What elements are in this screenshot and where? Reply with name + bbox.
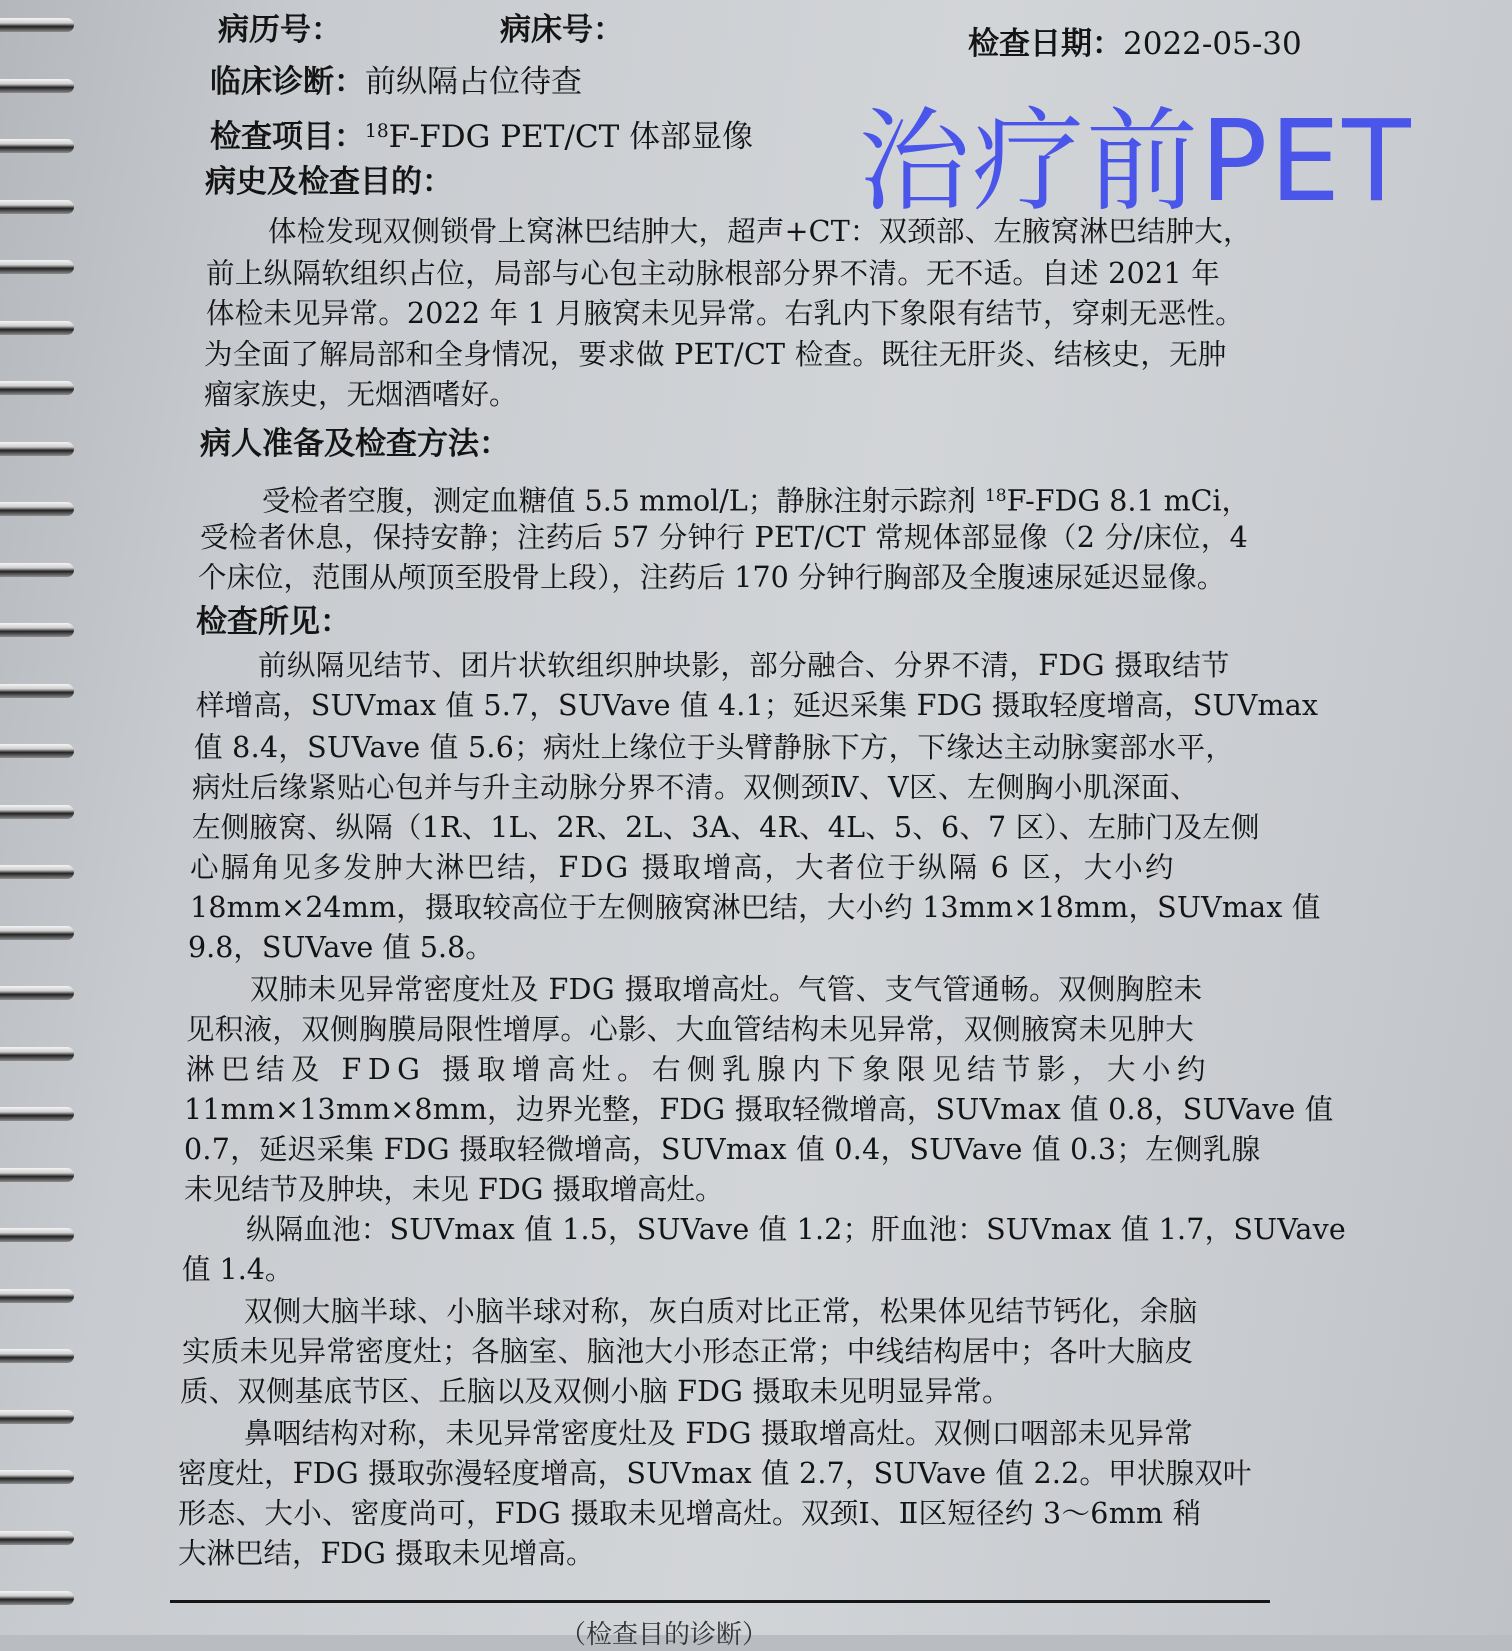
binding-ring [0,926,74,940]
findings-line: 值 1.4。 [182,1253,294,1286]
findings-line: 鼻咽结构对称，未见异常密度灶及 FDG 摄取增高灶。双侧口咽部未见异常 [244,1417,1194,1450]
prep-line: 受检者休息，保持安静；注药后 57 分钟行 PET/CT 常规体部显像（2 分/床位，4 [200,521,1249,554]
exam-item [210,114,753,156]
history-line: 为全面了解局部和全身情况，要求做 PET/CT 检查。既往无肝炎、结核史，无肿 [204,338,1227,371]
findings-line: 左侧腋窝、纵隔（1R、1L、2R、2L、3A、4R、4L、5、6、7 区）、左肺门及左侧 [192,811,1260,844]
cut-off-text: （检查目的诊断） [560,1620,769,1650]
binding-ring [0,1410,74,1424]
binding-ring [0,18,74,32]
binding-ring [0,1168,74,1182]
findings-line: 11mm×13mm×8mm，边界光整，FDG 摄取轻微增高，SUVmax 值 0.8，SUVave 值 [184,1093,1334,1126]
exam-date-label: 检查日期： [968,26,1123,62]
exam-date-value: 2022-05-30 [1123,26,1302,62]
binding-ring [0,623,74,637]
history-line: 瘤家族史，无烟酒嗜好。 [204,378,518,411]
binding-ring [0,139,74,153]
findings-line: 纵隔血池：SUVmax 值 1.5，SUVave 值 1.2；肝血池：SUVmax 值 1.7，SUVave [246,1213,1346,1246]
findings-line: 淋巴结及 FDG 摄取增高灶。右侧乳腺内下象限见结节影，大小约 [186,1053,1213,1086]
binding-ring [0,805,74,819]
pre-treatment-stamp: 治疗前PET [858,97,1413,227]
binding-ring [0,1107,74,1121]
bottom-rule [170,1600,1270,1603]
prep-title: 病人准备及检查方法： [200,426,510,462]
history-line: 体检发现双侧锁骨上窝淋巴结肿大，超声+CT：双颈部、左腋窝淋巴结肿大， [268,215,1252,248]
findings-line: 样增高，SUVmax 值 5.7，SUVave 值 4.1；延迟采集 FDG 摄取轻度增高，SUVmax [196,689,1319,722]
binding-ring [0,1228,74,1242]
clinical-diagnosis [210,64,582,101]
binding-ring [0,260,74,274]
exam-date [968,26,1302,63]
binding-ring [0,200,74,214]
exam-item-label: 检查项目： [210,119,365,156]
binding-ring [0,1047,74,1061]
exam-item-value: F-FDG PET/CT 体部显像 [388,119,754,156]
diagnosis-value: 前纵隔占位待查 [365,64,582,100]
findings-line: 0.7，延迟采集 FDG 摄取轻微增高，SUVmax 值 0.4，SUVave 值 0.3；左侧乳腺 [184,1133,1261,1166]
exam-item-isotope: 18 [365,121,389,142]
findings-line: 前纵隔见结节、团片状软组织肿块影，部分融合、分界不清，FDG 摄取结节 [258,649,1230,682]
findings-line: 大淋巴结，FDG 摄取未见增高。 [178,1537,595,1570]
history-line: 体检未见异常。2022 年 1 月腋窝未见异常。右乳内下象限有结节，穿刺无恶性。 [206,297,1244,330]
binding-ring [0,1289,74,1303]
prep-isotope: 18 [984,486,1007,506]
findings-line: 双肺未见异常密度灶及 FDG 摄取增高灶。气管、支气管通畅。双侧胸腔未 [250,973,1203,1006]
binding-ring [0,381,74,395]
history-line: 前上纵隔软组织占位，局部与心包主动脉根部分界不清。无不适。自述 2021 年 [206,257,1221,290]
findings-line: 实质未见异常密度灶；各脑室、脑池大小形态正常；中线结构居中；各叶大脑皮 [182,1335,1194,1368]
findings-line: 18mm×24mm，摄取较高位于左侧腋窝淋巴结，大小约 13mm×18mm，SUVmax 值 [190,891,1321,924]
binding-ring [0,1531,74,1545]
findings-title: 检查所见： [196,604,351,640]
binding-ring [0,684,74,698]
prep-line1-tracer: F-FDG 8.1 mCi， [1006,484,1251,518]
prep-line [262,478,1250,519]
binding-ring [0,321,74,335]
findings-line: 未见结节及肿块，未见 FDG 摄取增高灶。 [184,1173,724,1206]
bed-number-label: 病床号： [500,12,624,48]
findings-line: 9.8，SUVave 值 5.8。 [188,931,494,964]
findings-line: 值 8.4，SUVave 值 5.6；病灶上缘位于头臂静脉下方，下缘达主动脉窦部水平， [194,731,1235,764]
findings-line: 形态、大小、密度尚可，FDG 摄取未见增高灶。双颈Ⅰ、Ⅱ区短径约 3～6mm 稍 [178,1497,1202,1530]
spiral-binding [0,0,88,1635]
record-number-label: 病历号： [218,12,342,48]
binding-ring [0,865,74,879]
findings-line: 心膈角见多发肿大淋巴结，FDG 摄取增高，大者位于纵隔 6 区，大小约 [190,851,1176,884]
binding-ring [0,986,74,1000]
binding-ring [0,744,74,758]
binding-ring [0,442,74,456]
history-title: 病史及检查目的： [205,164,453,200]
findings-line: 质、双侧基底节区、丘脑以及双侧小脑 FDG 摄取未见明显异常。 [180,1375,1011,1408]
binding-ring [0,1591,74,1605]
prep-line1-text: 受检者空腹，测定血糖值 5.5 mmol/L；静脉注射示踪剂 [262,484,985,518]
binding-ring [0,79,74,93]
findings-line: 双侧大脑半球、小脑半球对称，灰白质对比正常，松果体见结节钙化，余脑 [244,1295,1198,1328]
findings-line: 见积液，双侧胸膜局限性增厚。心影、大血管结构未见异常，双侧腋窝未见肿大 [186,1013,1195,1046]
findings-line: 密度灶，FDG 摄取弥漫轻度增高，SUVmax 值 2.7，SUVave 值 2.2。甲状腺双叶 [178,1457,1252,1490]
findings-line: 病灶后缘紧贴心包并与升主动脉分界不清。双侧颈Ⅳ、Ⅴ区、左侧胸小肌深面、 [192,771,1200,804]
binding-ring [0,1349,74,1363]
binding-ring [0,502,74,516]
binding-ring [0,1470,74,1484]
prep-line: 个床位，范围从颅顶至股骨上段），注药后 170 分钟行胸部及全腹速尿延迟显像。 [198,561,1226,594]
binding-ring [0,563,74,577]
diagnosis-label: 临床诊断： [210,64,365,100]
